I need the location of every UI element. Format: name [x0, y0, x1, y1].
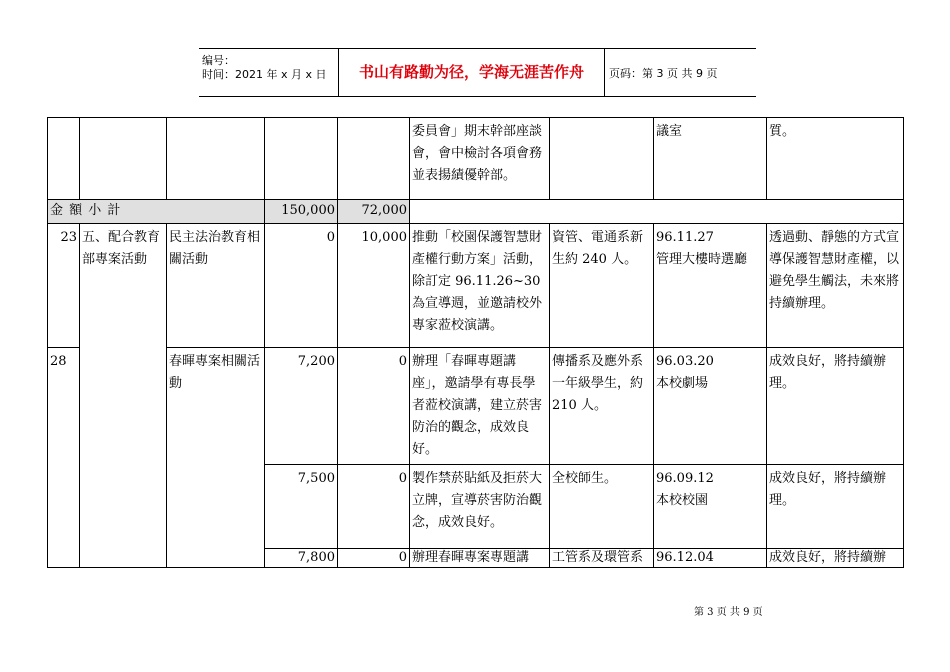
table-row [48, 224, 904, 348]
cell-content: 推動「校園保護智慧財產權行動方案」活動，除訂定 96.11.26~30 為宣導週，並邀請校外專家蒞校演講。 [410, 224, 550, 348]
cell-date-place [654, 224, 767, 348]
subtotal-amount-1: 150,000 [265, 200, 338, 224]
cell-amount-1: 7,200 [265, 348, 338, 465]
cell-no: 23 [48, 224, 80, 348]
cell-item: 春暉專案相關活動 [167, 348, 265, 568]
cell-audience: 全校師生。 [550, 465, 654, 549]
subtotal-amount-2: 72,000 [338, 200, 410, 224]
page-header [199, 48, 756, 97]
cell-date-place [654, 465, 767, 549]
cell-item: 民主法治教育相關活動 [167, 224, 265, 348]
cell-audience: 傳播系及應外系一年級學生，約 210 人。 [550, 348, 654, 465]
cell-audience: 工管系及環管系 [550, 549, 654, 568]
cell-content: 製作禁菸貼紙及拒菸大立牌，宣導菸害防治觀念，成效良好。 [410, 465, 550, 549]
cell-content: 辦理春暉專案專題講 [410, 549, 550, 568]
cell-amount-1: 0 [265, 224, 338, 348]
cell-date: 96.12.04 [654, 549, 767, 568]
cell-date: 96.03.20 [656, 354, 714, 369]
cell-amount-1: 7,500 [265, 465, 338, 549]
cell-audience: 資管、電通系新生約 240 人。 [550, 224, 654, 348]
cell-effect: 質。 [767, 118, 904, 200]
cell-content: 辦理「春暉專題講座」，邀請學有專長學者蒞校演講，建立菸害防治的觀念，成效良好。 [410, 348, 550, 465]
cell-date: 96.09.12 [656, 471, 714, 486]
table-row [48, 348, 904, 465]
cell-category: 五、配合教育部專案活動 [80, 224, 167, 568]
cell-content: 委員會」期末幹部座談會，會中檢討各項會務並表揚績優幹部。 [410, 118, 550, 200]
cell-amount-2: 0 [338, 348, 410, 465]
cell-effect: 成效良好，將持續辦 [767, 549, 904, 568]
subtotal-row [48, 200, 904, 224]
motto: 书山有路勤为径，学海无涯苦作舟 [338, 49, 605, 96]
cell-amount-2: 0 [338, 465, 410, 549]
table-row [48, 118, 904, 200]
page-footer: 第 3 页 共 9 页 [694, 607, 763, 618]
cell-place: 本校校園 [656, 493, 709, 508]
page-label: 页码：第 3 页 共 9 页 [609, 67, 718, 80]
cell-amount-2: 10,000 [338, 224, 410, 348]
cell-no: 28 [48, 348, 80, 568]
cell-amount-2: 0 [338, 549, 410, 568]
cell-place: 本校劇場 [656, 376, 709, 391]
cell-place: 管理大樓時選廳 [656, 252, 748, 267]
cell-effect: 成效良好，將持續辦理。 [767, 348, 904, 465]
cell-date: 96.11.27 [656, 230, 714, 245]
cell-amount-1: 7,800 [265, 549, 338, 568]
cell-place: 議室 [654, 118, 767, 200]
header-meta [199, 49, 337, 96]
cell-effect: 透過動、靜態的方式宣導保護智慧財產權，以避免學生觸法，未來將持續辦理。 [767, 224, 904, 348]
subtotal-label: 金 額 小 計 [48, 200, 265, 224]
activity-table [47, 117, 904, 568]
code-label: 编号： [202, 54, 235, 67]
time-label: 时间：2021 年 x 月 x 日 [202, 68, 327, 81]
cell-date-place [654, 348, 767, 465]
cell-effect: 成效良好，將持續辦理。 [767, 465, 904, 549]
